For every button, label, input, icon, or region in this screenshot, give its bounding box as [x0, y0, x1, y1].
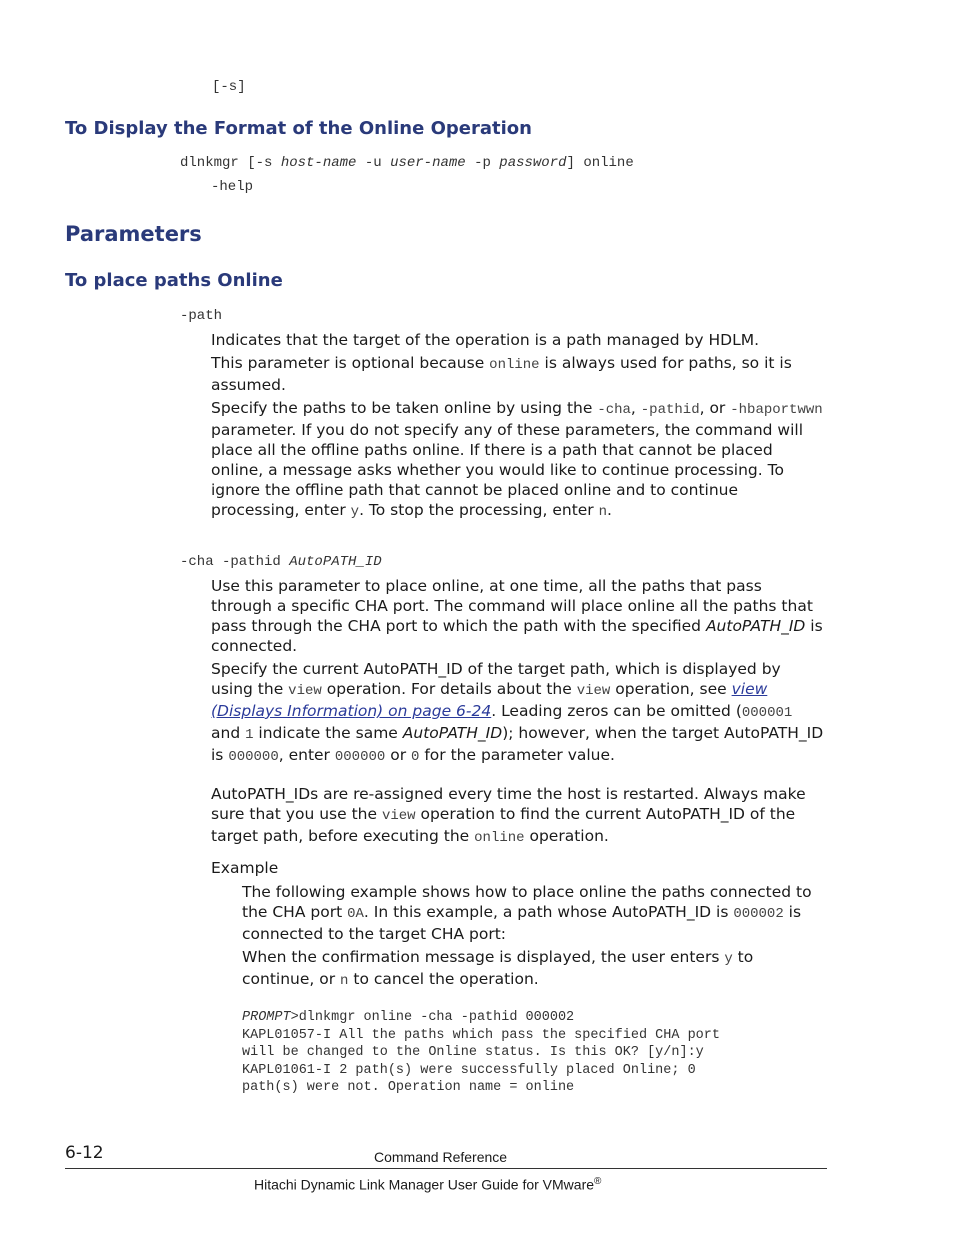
param-path: -path [180, 308, 223, 324]
cha-specify-note: Specify the current AutoPATH_ID of the target path, which is displayed by using the view operation. For details about the view operation, see view (Displays Information) on page 6-24. Leading zeros can be omitted (000001 and 1 indicate the same AutoPATH_ID); however, when the target AutoPATH_ID is 000000, enter 000000 or 0 for the parameter value. [211, 660, 824, 765]
example-code-block: PROMPT>dlnkmgr online -cha -pathid 000002 KAPL01057-I All the paths which pass the specified CHA port will be changed to the Online status. Is this OK? [y/n]:y KAPL01061-I 2 path(s) were successfully placed Online; 0 path(s) were not. Operation name = online [242, 1010, 720, 1095]
page-number: 6-12 [65, 1143, 104, 1163]
cha-description: Use this parameter to place online, at one time, all the paths that pass through a specific CHA port. The command will place online all the paths that pass through the CHA port to which the path with the specified AutoPATH_ID is connected. [211, 577, 823, 655]
syntax-fragment: [-s] [212, 79, 246, 95]
path-description: Indicates that the target of the operation is a path managed by HDLM. [211, 331, 760, 349]
param-cha-pathid: -cha -pathid AutoPATH_ID [180, 554, 382, 570]
command-syntax: dlnkmgr [-s host-name -u user-name -p password] online [180, 155, 634, 171]
example-confirmation-note: When the confirmation message is displayed, the user enters y to continue, or n to cancel the operation. [242, 948, 754, 989]
footer-guide-title: Hitachi Dynamic Link Manager User Guide for VMware® [254, 1176, 602, 1193]
footer-chapter: Command Reference [374, 1149, 508, 1165]
path-optional-note: This parameter is optional because online is always used for paths, so it is assumed. [211, 354, 792, 394]
view-reference-link[interactable]: view (Displays Information) on page 6-24 [211, 680, 768, 720]
example-description: The following example shows how to place online the paths connected to the CHA port 0A. In this example, a path whose AutoPATH_ID is 000002 is connected to the target CHA port: [242, 883, 812, 943]
example-label: Example [211, 859, 279, 877]
cha-reassign-note: AutoPATH_IDs are re-assigned every time the host is restarted. Always make sure that you use the view operation to find the current AutoPATH_ID of the target path, before executing the online operation. [211, 785, 806, 846]
path-specify-note: Specify the paths to be taken online by using the -cha, -pathid, or -hbaportwwn parameter. If you do not specify any of these parameters, the command will place all the offline paths online. If there is a path that cannot be placed online, a message asks whether you would like to continue processing. To ignore the offline path that cannot be placed online and to continue processing, enter y. To stop the processing, enter n. [211, 399, 823, 520]
section-heading-online: To place paths Online [65, 270, 283, 291]
command-help-flag: -help [211, 179, 254, 195]
parameters-heading: Parameters [65, 222, 202, 246]
code-prompt: PROMPT [242, 1010, 291, 1025]
footer-divider [65, 1168, 827, 1169]
section-heading-format: To Display the Format of the Online Operation [65, 118, 532, 139]
